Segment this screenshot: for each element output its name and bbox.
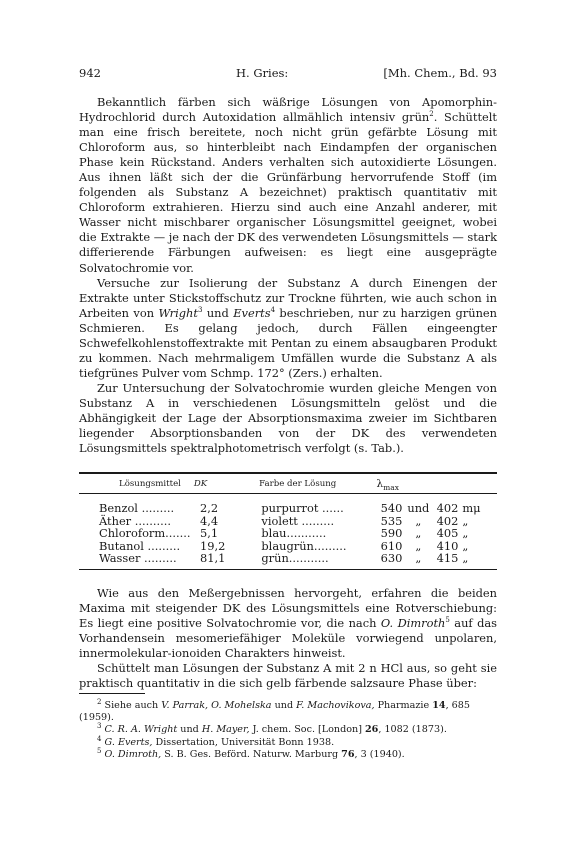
cell-dk: 2,2	[200, 501, 219, 516]
footnote-text: , 3 (1940).	[354, 748, 405, 760]
lambda-1: 590	[380, 526, 403, 541]
article-body	[79, 95, 497, 456]
table-header-row	[79, 476, 497, 493]
table-row	[79, 527, 497, 540]
paragraph-1-text-a: Bekanntlich färben sich wäßrige Lösungen von Apomorphin-Hydrochlorid durch Autoxidation allmählich intensiv grün	[79, 95, 497, 125]
lambda-unit: „	[462, 538, 469, 553]
author-name-everts: Everts	[233, 305, 271, 320]
cell-solvent: Wasser .........	[99, 551, 177, 566]
footnote-ref-5: 5	[445, 615, 450, 624]
cell-color: grün...........	[261, 551, 329, 566]
lambda-2: 402	[436, 501, 459, 516]
solvatochromism-table	[79, 472, 497, 570]
cell-dk: 4,4	[200, 513, 219, 528]
lambda-2: 405	[436, 526, 459, 541]
paragraph-1-text-b: . Schüttelt man eine frisch bereitete, noch nicht grün gefärbte Lösung mit Chloroform aus, so hinterbleibt nach Eindampfen der organischen Phase kein Rückstand. Anders verhalten sich autoxidierte Lösungen. Aus ihnen läßt sich der die Grünfärbung hervorrufende Stoff (im folgenden als Substanz A bezeichnet) praktisch quantitativ mit Chloroform extrahieren. Hierzu sind auch eine Anzahl anderer, mit Wasser nicht mischbarer organischer Lösungsmittel geeignet, wobei die Extrakte — je nach der DK des verwendeten Lösungsmittels — stark differierende Färbungen aufweisen: es liegt eine ausgeprägte Solvatochromie vor.	[79, 110, 498, 275]
footnote-volume: 26	[365, 724, 379, 736]
footnote-volume: 76	[341, 748, 355, 760]
paragraph-5: Schüttelt man Lösungen der Substanz A mit 2 n HCl aus, so geht sie praktisch quantitativ in die sich gelb färbende salzsaure Phase über:	[79, 660, 497, 690]
cell-color: purpurrot ......	[261, 501, 344, 516]
footnote-author: O. Dimroth,	[104, 748, 162, 760]
lambda-separator: und	[407, 501, 430, 516]
lambda-unit: „	[462, 526, 469, 541]
lambda-symbol: λ	[376, 478, 384, 491]
footnote-ref-3: 3	[197, 305, 203, 314]
author-name-wright: Wright	[158, 305, 198, 320]
footnote-text: J. chem. Soc. [London]	[249, 724, 365, 736]
footnote-author: F. Machovikova,	[296, 699, 375, 711]
footnote-volume: 14	[432, 699, 446, 711]
footnote-ref-4: 4	[270, 305, 276, 314]
footnote-text: Siehe auch	[101, 699, 162, 711]
paragraph-3: Zur Untersuchung der Solvatochromie wurden gleiche Mengen von Substanz A in verschiedenen Lösungsmitteln gelöst und die Abhängigkeit der Lage der Absorptionsmaxima zweier im Sichtbaren liegender Absorptionsbanden von der DK des verwendeten Lösungsmittels spektralphotometrisch verfolgt (s. Tab.).	[79, 380, 497, 456]
lambda-unit: „	[462, 551, 469, 566]
running-author: H. Gries:	[236, 66, 289, 80]
footnote-number: 4	[97, 734, 102, 743]
cell-dk: 81,1	[200, 551, 226, 566]
paragraph-2-text-a: Versuche zur Isolierung der Substanz A durch Einengen der Extrakte unter Stickstoffschutz zur Trockne führten, wie auch schon in Arbeiten von	[79, 275, 497, 320]
footnote-author: V. Parrak, O. Mohelska	[161, 699, 272, 711]
footnote-divider	[79, 693, 145, 694]
lambda-separator: „	[415, 513, 422, 528]
cell-color: blau...........	[261, 526, 327, 541]
header-dk: DK	[193, 479, 208, 490]
footnote-number: 3	[97, 722, 102, 731]
cell-dk: 5,1	[200, 526, 219, 541]
article-body-continued	[79, 586, 497, 691]
cell-lambda	[362, 527, 497, 540]
cell-dk: 19,2	[200, 538, 226, 553]
table-top-rule	[79, 472, 497, 474]
paragraph-1	[79, 95, 497, 276]
table-bottom-rule	[79, 569, 497, 570]
table-body	[79, 494, 497, 569]
lambda-separator: „	[415, 551, 422, 566]
cell-solvent: Benzol .........	[99, 501, 175, 516]
cell-solvent: Chloroform.......	[99, 526, 191, 541]
lambda-1: 540	[380, 501, 403, 516]
footnote-text: , 685 (1959).	[79, 699, 470, 724]
lambda-1: 630	[380, 551, 403, 566]
paragraph-2-conjunction: und	[202, 305, 234, 320]
footnote-text: und	[271, 699, 297, 711]
footnote-author: H. Mayer,	[201, 724, 250, 736]
footnote-text: Pharmazie	[374, 699, 433, 711]
cell-color: violett .........	[261, 513, 335, 528]
footnote-3	[79, 724, 497, 736]
journal-reference: [Mh. Chem., Bd. 93	[383, 66, 497, 80]
cell-color: blaugrün.........	[261, 538, 347, 553]
lambda-unit: mμ	[462, 501, 481, 516]
cell-solvent: Äther ..........	[99, 513, 171, 528]
header-solvent: Lösungsmittel	[119, 479, 181, 490]
lambda-2: 402	[436, 513, 459, 528]
lambda-subscript: max	[383, 483, 399, 493]
footnote-number: 2	[97, 697, 102, 706]
footnote-2	[79, 697, 497, 724]
paragraph-2-text-b: beschrieben, nur zu harzigen grünen Schmieren. Es gelang jedoch, durch Fällen eingeengter Schwefelkohlenstoffextrakte mit Pentan zu einem absaugbaren Produkt zu kommen. Nach mehrmaligem Umfällen wurde die Substanz A als tiefgrünes Pulver vom Schmp. 172° (Zers.) erhalten.	[79, 305, 497, 380]
cell-lambda	[362, 502, 497, 515]
header-lambda-max	[349, 476, 497, 493]
footnote-text: , 1082 (1873).	[378, 724, 447, 736]
header-color: Farbe der Lösung	[259, 479, 337, 490]
footnotes	[79, 697, 497, 761]
lambda-separator: „	[415, 526, 422, 541]
table-row	[79, 552, 497, 565]
footnote-4	[79, 734, 497, 749]
paragraph-4-text-b: auf das Vorhandensein mesomeriefähiger Moleküle vorwiegend unpolaren, innermolekular-ionoiden Charakters hinweist.	[79, 615, 498, 660]
footnote-author: G. Everts,	[104, 736, 153, 748]
footnote-ref-2: 2	[429, 110, 434, 119]
paragraph-4	[79, 586, 497, 661]
cell-lambda	[362, 552, 497, 565]
paragraph-2	[79, 276, 497, 381]
lambda-1: 535	[380, 513, 403, 528]
page-number: 942	[79, 66, 101, 80]
lambda-1: 610	[380, 538, 403, 553]
document-page	[79, 66, 497, 761]
lambda-2: 410	[436, 538, 459, 553]
table-row	[79, 502, 497, 515]
page-header	[79, 66, 497, 84]
footnote-text: Dissertation, Universität Bonn 1938.	[152, 736, 335, 748]
cell-solvent: Butanol .........	[99, 538, 181, 553]
footnote-text: S. B. Ges. Beförd. Naturw. Marburg	[161, 748, 342, 760]
lambda-unit: „	[462, 513, 469, 528]
paragraph-4-text-a: Wie aus den Meßergebnissen hervorgeht, erfahren die beiden Maxima mit steigender DK des Lösungsmittels eine Rotverschiebung: Es liegt eine positive Solvatochromie vor, die nach	[79, 585, 497, 630]
lambda-2: 415	[436, 551, 459, 566]
footnote-5	[79, 746, 497, 761]
footnote-text: und	[177, 724, 202, 736]
footnote-number: 5	[97, 746, 102, 755]
author-name-dimroth: O. Dimroth	[380, 615, 446, 630]
footnote-author: C. R. A. Wright	[104, 724, 178, 736]
lambda-separator: „	[415, 538, 422, 553]
